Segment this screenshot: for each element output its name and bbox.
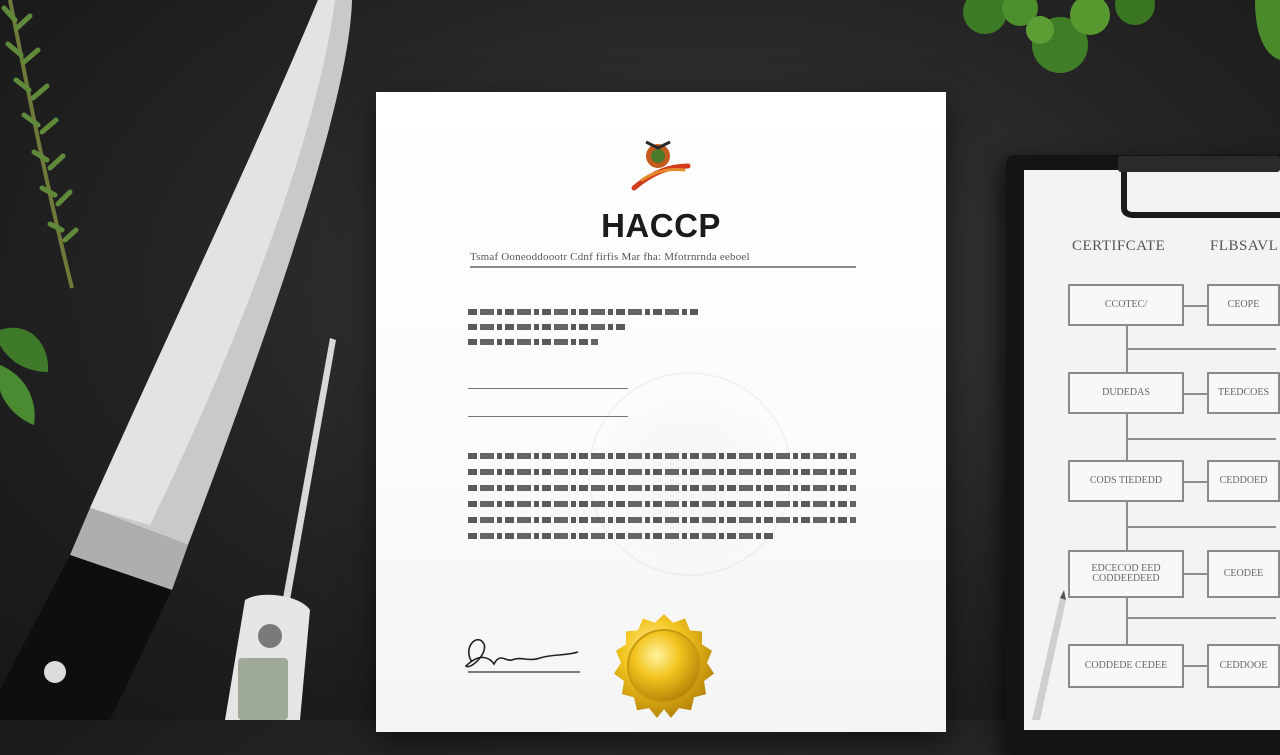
flow-box: CEODEE [1207,550,1280,598]
pen-icon [1020,590,1080,720]
flow-connector [1183,665,1209,667]
body-text-line [468,469,856,475]
certificate-title: HACCP [601,207,721,244]
gold-seal-icon [594,600,734,732]
flow-box: CEDDOED [1207,460,1280,502]
flow-connector [1183,393,1209,395]
clipboard-header-left: CERTIFCATE [1072,238,1166,254]
parsley-icon [963,0,1280,73]
flow-box: CEDDOOE [1207,644,1280,688]
flow-box: EDCECOD EED CODDEEDEED [1068,550,1184,598]
basil-leaf-icon [0,328,48,425]
flow-connector [1126,348,1276,350]
rosemary-sprig-icon [4,0,76,288]
flow-box: CCOTEC/ [1068,284,1184,326]
body-text-line [468,485,856,491]
body-text-line [468,453,856,459]
blank-line [468,388,628,389]
signature [460,622,590,692]
body-text-line [468,517,856,523]
body-text-line [468,324,628,330]
certificate-logo-icon [628,136,692,196]
body-text-line [468,309,698,315]
flow-connector [1183,305,1209,307]
flow-connector [1183,481,1209,483]
flow-box: DUDEDAS [1068,372,1184,414]
flow-box: CODDEDE CEDEE [1068,644,1184,688]
flow-connector [1126,617,1276,619]
flow-connector [1126,526,1276,528]
clipboard-clip-icon [1110,150,1280,220]
blank-line [468,416,628,417]
flow-box: CEOPE [1207,284,1280,326]
body-text-line [468,501,856,507]
flow-box: CODS TIEDEDD [1068,460,1184,502]
body-text-line [468,339,598,345]
flow-connector [1126,438,1276,440]
haccp-certificate [376,92,946,732]
clipboard-header-right: FLBSAVL [1210,238,1279,254]
flow-connector [1183,573,1209,575]
certificate-subtitle: Tsmaf Ooneoddoootr Cdnf firfis Mar fha: Mfotrnrnda eeboel [470,251,856,268]
flow-box: TEEDCOES [1207,372,1280,414]
body-text-line [468,533,773,539]
